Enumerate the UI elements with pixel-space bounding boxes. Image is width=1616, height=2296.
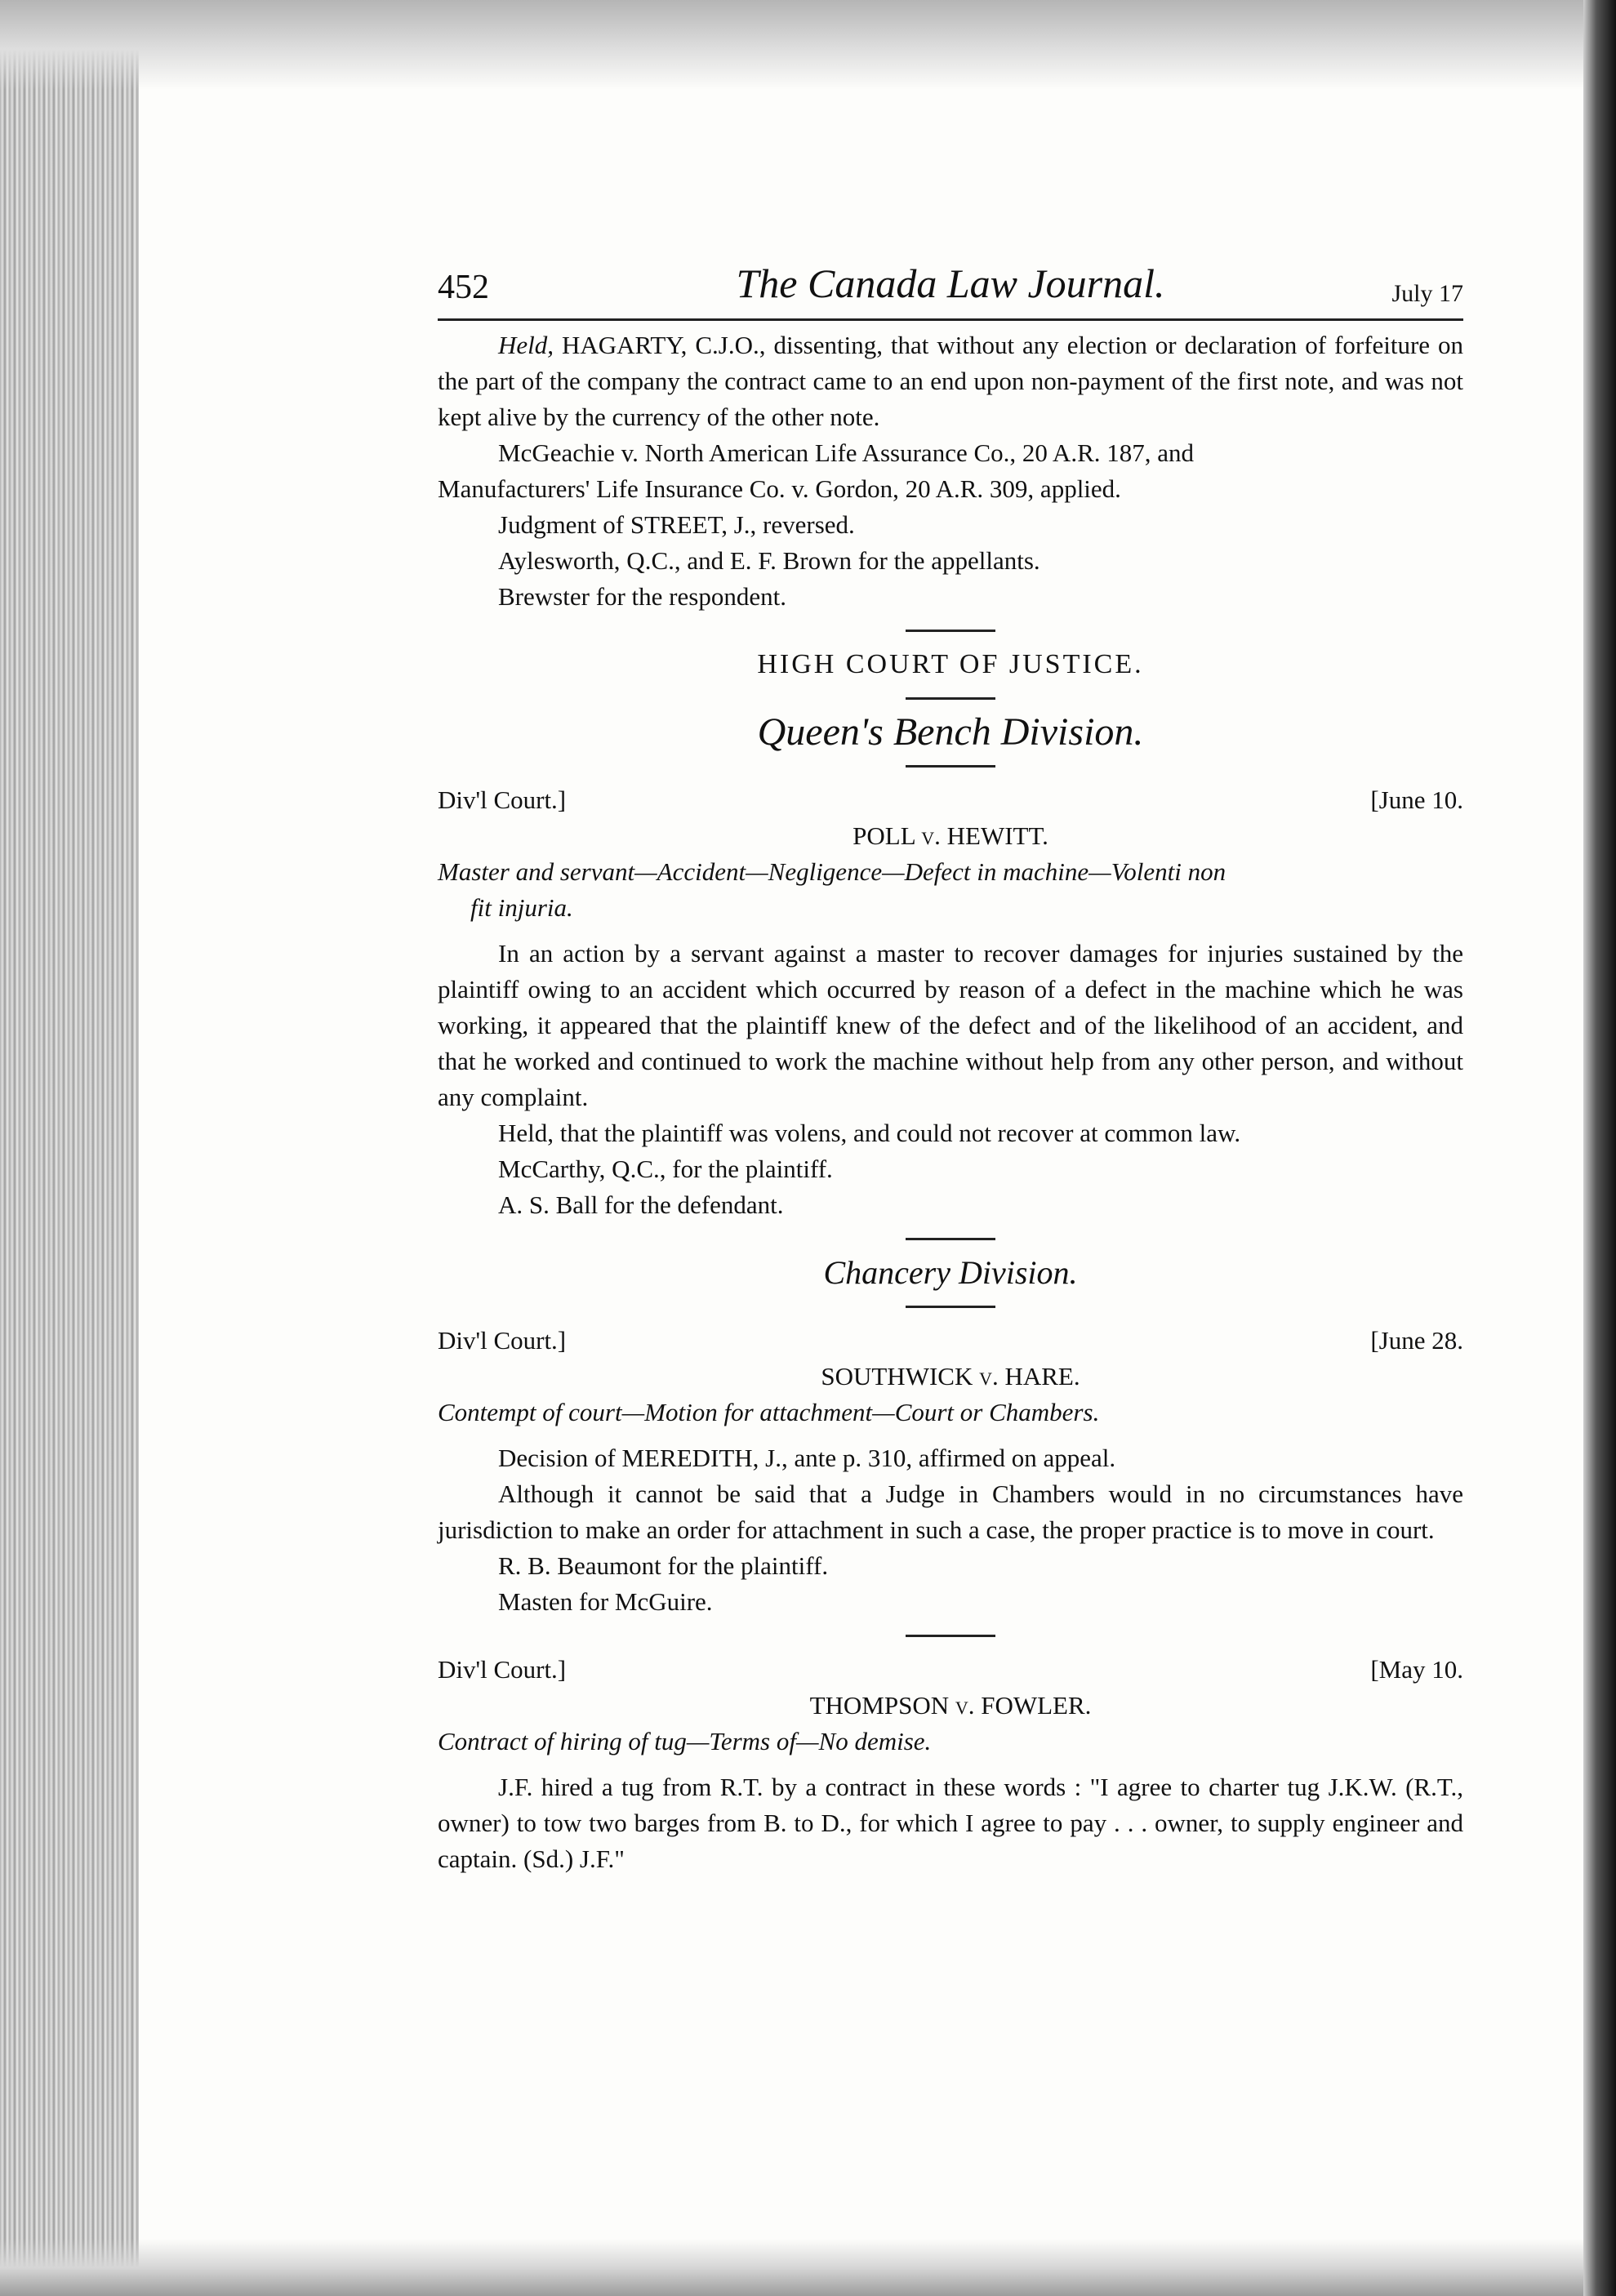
chancery-heading: Chancery Division. <box>823 1254 1078 1291</box>
journal-title: The Canada Law Journal. <box>736 260 1165 306</box>
case-3-date: [May 10. <box>1370 1655 1463 1684</box>
case-2-headnote: Contempt of court—Motion for attachment—Court or Chambers. <box>438 1398 1100 1426</box>
case-2-row <box>438 1323 1463 1359</box>
case-1-counsel-plaintiff: McCarthy, Q.C., for the plaintiff. <box>498 1155 833 1183</box>
scan-edge-left <box>0 0 139 2296</box>
section-rule <box>906 1635 995 1637</box>
case-2-name: SOUTHWICK v. HARE. <box>821 1362 1080 1391</box>
scan-edge-right <box>1583 0 1616 2296</box>
case-2-body: Although it cannot be said that a Judge in Chambers would in no circumstances have jurisdiction to make an order for attachment in such a case, the proper practice is to move in court. <box>438 1479 1463 1544</box>
case-1-name: POLL v. HEWITT. <box>853 821 1048 850</box>
case-3-name: THOMPSON v. FOWLER. <box>809 1691 1092 1720</box>
case-2-counsel-mcguire: Masten for McGuire. <box>498 1587 713 1616</box>
court-heading: HIGH COURT OF JUSTICE. <box>757 649 1144 679</box>
counsel-appellants: Aylesworth, Q.C., and E. F. Brown for the appellants. <box>498 546 1040 575</box>
section-rule <box>906 630 995 632</box>
section-rule <box>906 765 995 768</box>
case-1-headnote-line-2: fit injuria. <box>470 893 573 922</box>
held-text: HAGARTY, C.J.O., dissenting, that without any election or declaration of forfeiture on the part of the company the contract came to an end upon non-payment of the first note, and was not kept alive by the currency of the other note. <box>438 331 1464 431</box>
case-2-counsel-plaintiff: R. B. Beaumont for the plaintiff. <box>498 1551 829 1580</box>
case-1-row <box>438 782 1463 818</box>
case-1-counsel-defendant: A. S. Ball for the defendant. <box>498 1190 784 1219</box>
case-1-headnote-line-1: Master and servant—Accident—Negligence—Defect in machine—Volenti non <box>438 857 1226 886</box>
journal-page <box>438 261 1463 1877</box>
case-1-body: In an action by a servant against a master to recover damages for injuries sustained by the plaintiff owing to an accident which occurred by reason of a defect in the machine which he was working, it appeared that the plaintiff knew of the defect and of the likelihood of an accident, and that he worked and continued to work the machine without help from any other person, and without any complaint. <box>438 939 1463 1111</box>
section-rule <box>906 1306 995 1308</box>
case-2-court: Div'l Court.] <box>438 1326 567 1355</box>
case-3-body: J.F. hired a tug from R.T. by a contract in these words : "I agree to charter tug J.K.W. (R.T., owner) to tow two barges from B. to D., for which I agree to pay . . . owner, to supply engineer and captain. (Sd.) J.F." <box>438 1773 1463 1873</box>
issue-date: July 17 <box>1391 280 1463 307</box>
case-2-decision: Decision of MEREDITH, J., ante p. 310, affirmed on appeal. <box>498 1444 1116 1472</box>
scan-edge-top <box>0 0 1616 90</box>
case-1-held: Held, that the plaintiff was volens, and could not recover at common law. <box>498 1119 1241 1147</box>
case-3-headnote: Contract of hiring of tug—Terms of—No demise. <box>438 1727 932 1755</box>
section-rule <box>906 697 995 700</box>
case-1-court: Div'l Court.] <box>438 785 567 814</box>
held-label: Held, <box>498 331 554 359</box>
case-3-row <box>438 1652 1463 1688</box>
case-3-court: Div'l Court.] <box>438 1655 567 1684</box>
judgment-line: Judgment of STREET, J., reversed. <box>498 510 855 539</box>
citation-2: Manufacturers' Life Insurance Co. v. Gordon, 20 A.R. 309, applied. <box>438 474 1121 503</box>
section-rule <box>906 1238 995 1240</box>
scan-edge-bottom <box>0 2239 1616 2296</box>
queens-bench-heading: Queen's Bench Division. <box>757 710 1144 754</box>
held-paragraph <box>438 327 1463 435</box>
page-number: 452 <box>438 269 489 306</box>
case-1-date: [June 10. <box>1370 785 1463 814</box>
case-2-date: [June 28. <box>1370 1326 1463 1355</box>
citation-1: McGeachie v. North American Life Assurance Co., 20 A.R. 187, and <box>498 438 1195 467</box>
running-header <box>438 261 1463 321</box>
counsel-respondent: Brewster for the respondent. <box>498 582 786 611</box>
